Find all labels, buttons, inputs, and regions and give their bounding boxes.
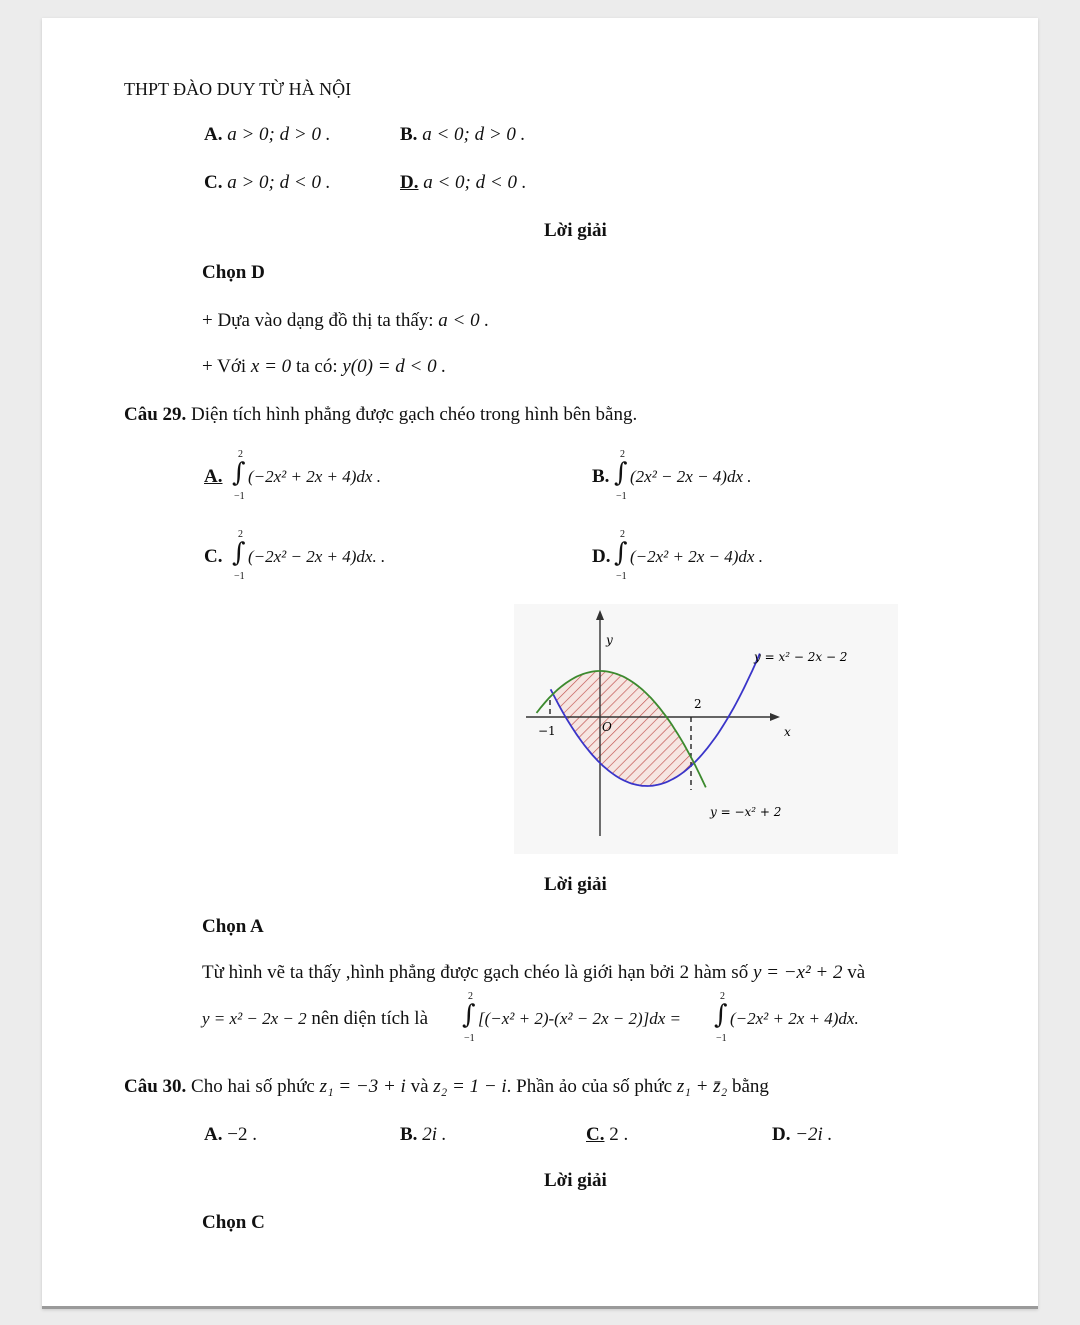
q30-option-b: B. 2i . — [400, 1124, 447, 1145]
q29-option-a: A. — [204, 466, 223, 487]
q29-option-d-expr: (−2x² + 2x − 4)dx . — [630, 547, 763, 566]
q30-option-c: C. 2 . — [586, 1124, 629, 1145]
integral-sign: ∫ — [614, 458, 628, 488]
q29-sol-expr1: [(−x² + 2)-(x² − 2x − 2)]dx = — [478, 1009, 682, 1028]
q29-sol-line1: Từ hình vẽ ta thấy ,hình phẳng được gạch chéo là giới hạn bởi 2 hàm số y = −x² + 2 và — [202, 962, 866, 983]
integral-sign: ∫ — [462, 1000, 476, 1030]
function-graph — [514, 604, 898, 854]
upper-limit: 2 — [238, 529, 243, 540]
q30-question: Câu 30. Cho hai số phức z₁ = −3 + i và z₂ = 1 − i. Phần ảo của số phức z₁ + z̄₂ bằng — [124, 1076, 769, 1097]
q29-choice: Chọn A — [202, 916, 264, 937]
curve-lower-label: y = −x² + 2 — [710, 805, 782, 819]
q28-option-c: C. a > 0; d < 0 . — [204, 172, 331, 193]
curve-upper-label: y = x² − 2x − 2 — [754, 650, 848, 664]
q28-option-a: A. a > 0; d > 0 . — [204, 124, 331, 145]
q28-option-b: B. a < 0; d > 0 . — [400, 124, 526, 145]
tick-m1-label: −1 — [538, 724, 556, 738]
lower-limit: −1 — [234, 491, 245, 502]
q29-question: Câu 29. Diện tích hình phẳng được gạch chéo trong hình bên bằng. — [124, 404, 638, 425]
q29-solution-title: Lời giải — [544, 874, 607, 895]
origin-label: O — [602, 720, 612, 734]
q28-option-d: D. a < 0; d < 0 . — [400, 172, 527, 193]
integral-sign: ∫ — [232, 538, 246, 568]
lower-limit: −1 — [616, 491, 627, 502]
q28-line1: + Dựa vào dạng đồ thị ta thấy: a < 0 . — [202, 310, 490, 331]
document-page — [42, 18, 1038, 1309]
q28-line2: + Với x = 0 ta có: y(0) = d < 0 . — [202, 356, 447, 377]
graph-background — [514, 604, 898, 854]
upper-limit: 2 — [238, 449, 243, 460]
upper-limit: 2 — [620, 529, 625, 540]
q30-choice: Chọn C — [202, 1212, 265, 1233]
lower-limit: −1 — [234, 571, 245, 582]
tick-2-label: 2 — [694, 697, 702, 711]
q29-sol-expr2: (−2x² + 2x + 4)dx. — [730, 1009, 859, 1028]
q29-sol-line2: y = x² − 2x − 2 nên diện tích là — [202, 1008, 429, 1029]
q29-option-d: D. — [592, 546, 611, 567]
upper-limit: 2 — [720, 991, 725, 1002]
integral-sign: ∫ — [614, 538, 628, 568]
lower-limit: −1 — [716, 1033, 727, 1044]
lower-limit: −1 — [616, 571, 627, 582]
axis-y-label: y — [606, 633, 613, 647]
q29-option-c-expr: (−2x² − 2x + 4)dx. . — [248, 547, 386, 566]
upper-limit: 2 — [620, 449, 625, 460]
q30-solution-title: Lời giải — [544, 1170, 607, 1191]
q29-option-c: C. — [204, 546, 223, 567]
q29-option-b-expr: (2x² − 2x − 4)dx . — [630, 467, 752, 486]
q28-solution-title: Lời giải — [544, 220, 607, 241]
school-header: THPT ĐÀO DUY TỪ HÀ NỘI — [124, 79, 352, 99]
lower-limit: −1 — [464, 1033, 475, 1044]
integral-sign: ∫ — [232, 458, 246, 488]
upper-limit: 2 — [468, 991, 473, 1002]
q30-option-d: D. −2i . — [772, 1124, 833, 1145]
q29-option-a-expr: (−2x² + 2x + 4)dx . — [248, 467, 381, 486]
q29-option-b: B. — [592, 466, 610, 487]
integral-sign: ∫ — [714, 1000, 728, 1030]
axis-x-label: x — [784, 725, 791, 739]
q28-choice: Chọn D — [202, 262, 265, 283]
q30-option-a: A. −2 . — [204, 1124, 257, 1145]
